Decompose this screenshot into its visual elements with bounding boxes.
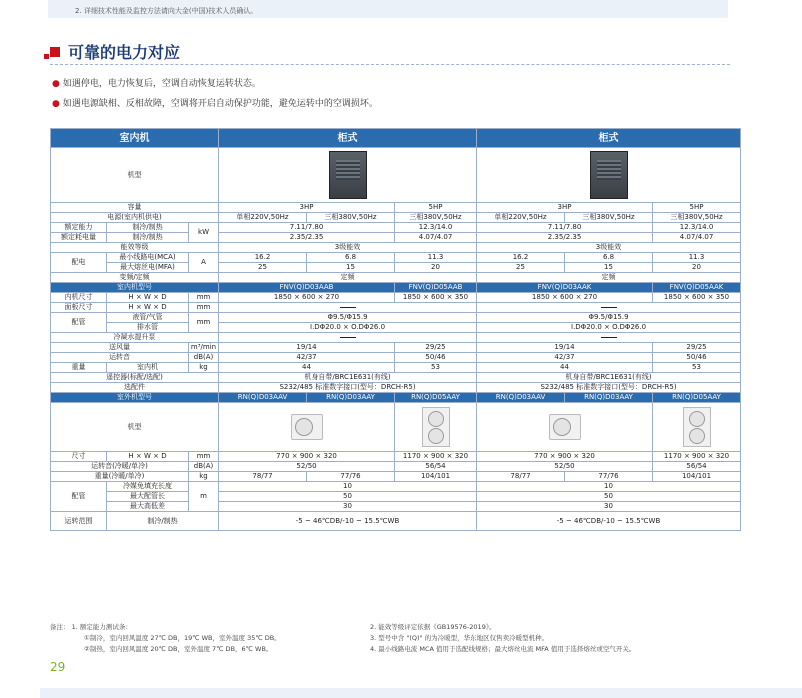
cell: 11.3 [395, 253, 477, 263]
page-number: 29 [50, 660, 66, 674]
cell: 19/14 [219, 343, 395, 353]
cell [477, 303, 741, 313]
cell: 53 [653, 363, 741, 373]
cell: 20 [653, 263, 741, 273]
cell: 送风量 [51, 343, 189, 353]
cell: kW [189, 223, 219, 243]
indoor-model-label: 室内机型号 [51, 283, 219, 293]
cell: 29/25 [395, 343, 477, 353]
cell: 2.35/2.35 [477, 233, 653, 243]
cell: dB(A) [189, 353, 219, 363]
notes-right [370, 622, 635, 655]
cell: 冷凝水提升泵 [51, 333, 219, 343]
cell: 单相220V,50Hz [477, 213, 565, 223]
cell: 1850 × 600 × 270 [219, 293, 395, 303]
cell: 尺寸 [51, 452, 107, 462]
cell: 液管/气管 [107, 313, 189, 323]
cell: 配管 [51, 313, 107, 333]
row-label-model: 机型 [51, 403, 219, 452]
cell: 50/46 [395, 353, 477, 363]
spec-table [50, 128, 741, 531]
cell: 78/77 [477, 472, 565, 482]
cell: 104/101 [395, 472, 477, 482]
cell: S232/485 标准数字接口(型号：DRCH-R5) [477, 383, 741, 393]
cell: 2.35/2.35 [219, 233, 395, 243]
note-line: 2. 能效等级评定依据《GB19576-2019》。 [370, 623, 496, 631]
outdoor-unit-image [653, 403, 741, 452]
notes-left [50, 622, 281, 655]
cell: -5 ~ 46℃DB/-10 ~ 15.5℃WB [219, 512, 477, 531]
cell: 16.2 [477, 253, 565, 263]
bullet-item: ● 如遇电源缺相、反相故障，空调将开启自动保护功能，避免运转中的空调损坏。 [52, 99, 378, 109]
indoor-model: FNV(Q)D03AAB [219, 283, 395, 293]
cell: 19/14 [477, 343, 653, 353]
cell: 运转范围 [51, 512, 107, 531]
cell: m [189, 482, 219, 512]
outdoor-unit-image [477, 403, 653, 452]
cell: 44 [477, 363, 653, 373]
note-line: 3. 型号中含 "(Q)" 的为冷暖型，华东地区仅售卖冷暖型机种。 [370, 634, 549, 642]
cell: 12.3/14.0 [653, 223, 741, 233]
cell: 30 [477, 502, 741, 512]
indoor-unit-image [219, 148, 477, 203]
cell: 配电 [51, 253, 107, 273]
note-line: ①制冷，室内回风温度 27℃ DB，19℃ WB，室外温度 35℃ DB。 [84, 634, 281, 642]
cell: 56/54 [395, 462, 477, 472]
cell: 额定耗电量 [51, 233, 107, 243]
cell: 6.8 [307, 253, 395, 263]
cell: 16.2 [219, 253, 307, 263]
top-note: 2. 详细技术性能及监控方法请向大金(中国)技术人员确认。 [75, 7, 258, 15]
header-indoor: 室内机 [51, 129, 219, 148]
outdoor-model: RN(Q)D05AAY [395, 393, 477, 403]
cell: 运转音(冷暖/单冷) [51, 462, 189, 472]
cell: 室内机 [107, 363, 189, 373]
indoor-model: FNV(Q)D05AAK [653, 283, 741, 293]
indoor-model: FNV(Q)D03AAK [477, 283, 653, 293]
cell: 面板尺寸 [51, 303, 107, 313]
title-divider [50, 64, 730, 65]
cell: kg [189, 472, 219, 482]
cell: m³/min [189, 343, 219, 353]
cell: 770 × 900 × 320 [477, 452, 653, 462]
title-marker-icon [50, 47, 60, 57]
cell: 排水管 [107, 323, 189, 333]
cell [219, 333, 477, 343]
note-line: ②制热，室内回风温度 20℃ DB，室外温度 7℃ DB，6℃ WB。 [84, 645, 273, 653]
cell: 30 [219, 502, 477, 512]
cell: 定频 [219, 273, 477, 283]
cell: mm [189, 452, 219, 462]
cell: 52/50 [219, 462, 395, 472]
cell: A [189, 253, 219, 273]
cell: 15 [565, 263, 653, 273]
cell: 三相380V,50Hz [307, 213, 395, 223]
bullet-item: ● 如遇停电，电力恢复后，空调自动恢复运转状态。 [52, 79, 261, 89]
cell: 三相380V,50Hz [653, 213, 741, 223]
cell: 最大熔丝电(MFA) [107, 263, 189, 273]
cell: 52/50 [477, 462, 653, 472]
cell: 50 [477, 492, 741, 502]
cell: 三相380V,50Hz [395, 213, 477, 223]
cell: 42/37 [477, 353, 653, 363]
cell [219, 303, 477, 313]
cell: 10 [219, 482, 477, 492]
cell: 78/77 [219, 472, 307, 482]
cell: 3级能效 [219, 243, 477, 253]
cell: 25 [477, 263, 565, 273]
cell: 重量(冷暖/单冷) [51, 472, 189, 482]
cell: 1170 × 900 × 320 [653, 452, 741, 462]
cell: 冷媒免填充长度 [107, 482, 189, 492]
indoor-model: FNV(Q)D05AAB [395, 283, 477, 293]
cell: 50/46 [653, 353, 741, 363]
cell: 1170 × 900 × 320 [395, 452, 477, 462]
cell: 29/25 [653, 343, 741, 353]
cell: I.DΦ20.0 × O.DΦ26.0 [219, 323, 477, 333]
cell: 15 [307, 263, 395, 273]
cell: 最小线路电(MCA) [107, 253, 189, 263]
cell: 遥控器(标配/选配) [51, 373, 219, 383]
section-title: 可靠的电力对应 [68, 43, 181, 62]
header-group-2: 柜式 [477, 129, 741, 148]
cell: 77/76 [565, 472, 653, 482]
cell: 制冷/制热 [107, 233, 189, 243]
row-label-power: 电源(室内机供电) [51, 213, 219, 223]
cell: 单相220V,50Hz [219, 213, 307, 223]
cell: 11.3 [653, 253, 741, 263]
cell: 7.11/7.80 [219, 223, 395, 233]
cell: 定频 [477, 273, 741, 283]
cell: 额定能力 [51, 223, 107, 233]
outdoor-model: RN(Q)D05AAY [653, 393, 741, 403]
cell: 制冷/制热 [107, 223, 189, 233]
cell: mm [189, 293, 219, 303]
cell: 25 [219, 263, 307, 273]
cell: 104/101 [653, 472, 741, 482]
cell: mm [189, 313, 219, 333]
cell: 53 [395, 363, 477, 373]
cell: 5HP [653, 203, 741, 213]
cell: S232/485 标准数字接口(型号：DRCH-R5) [219, 383, 477, 393]
note-line: 4. 最小线路电流 MCA 值用于选配线规格；最大熔丝电流 MFA 值用于选择熔丝或空气开关。 [370, 645, 636, 653]
cell: kg [189, 363, 219, 373]
cell: H × W × D [107, 303, 189, 313]
cell: 12.3/14.0 [395, 223, 477, 233]
cell: Φ9.5/Φ15.9 [477, 313, 741, 323]
indoor-unit-image [477, 148, 741, 203]
outdoor-model: RN(Q)D03AAV [219, 393, 307, 403]
cell: 5HP [395, 203, 477, 213]
cell: 制冷/制热 [107, 512, 219, 531]
cell: 运转音 [51, 353, 189, 363]
cell: 能效等级 [51, 243, 219, 253]
outdoor-model: RN(Q)D03AAY [307, 393, 395, 403]
cell: 3级能效 [477, 243, 741, 253]
cell: 50 [219, 492, 477, 502]
cell: Φ9.5/Φ15.9 [219, 313, 477, 323]
cell: 配管 [51, 482, 107, 512]
cell: 42/37 [219, 353, 395, 363]
cell: 1850 × 600 × 350 [395, 293, 477, 303]
cell: 内机尺寸 [51, 293, 107, 303]
section-header [50, 40, 180, 63]
cell: 770 × 900 × 320 [219, 452, 395, 462]
cell: 77/76 [307, 472, 395, 482]
row-label-model: 机型 [51, 148, 219, 203]
cell: 最大高低差 [107, 502, 189, 512]
cell: -5 ~ 46℃DB/-10 ~ 15.5℃WB [477, 512, 741, 531]
cell: 3HP [477, 203, 653, 213]
cell: 10 [477, 482, 741, 492]
cell: 最大配管长 [107, 492, 189, 502]
outdoor-unit-image [219, 403, 395, 452]
header-group-1: 柜式 [219, 129, 477, 148]
cell [477, 333, 741, 343]
cell: I.DΦ20.0 × O.DΦ26.0 [477, 323, 741, 333]
cell: 6.8 [565, 253, 653, 263]
cell: H × W × D [107, 293, 189, 303]
cell: dB(A) [189, 462, 219, 472]
cell: 4.07/4.07 [395, 233, 477, 243]
cell: 1850 × 600 × 350 [653, 293, 741, 303]
cell: 机身自带/BRC1E631(有线) [477, 373, 741, 383]
note-line: 备注： 1. 额定能力测试条： [50, 623, 132, 631]
cell: 3HP [219, 203, 395, 213]
cell: 4.07/4.07 [653, 233, 741, 243]
bottom-banner [40, 688, 802, 698]
outdoor-model: RN(Q)D03AAY [565, 393, 653, 403]
cell: 1850 × 600 × 270 [477, 293, 653, 303]
cell: mm [189, 303, 219, 313]
cell: H × W × D [107, 452, 189, 462]
cell: 重量 [51, 363, 107, 373]
cell: 变频/定频 [51, 273, 219, 283]
cell: 机身自带/BRC1E631(有线) [219, 373, 477, 383]
row-label-capacity: 容量 [51, 203, 219, 213]
cell: 选配件 [51, 383, 219, 393]
cell: 56/54 [653, 462, 741, 472]
outdoor-model-label: 室外机型号 [51, 393, 219, 403]
cell: 三相380V,50Hz [565, 213, 653, 223]
outdoor-unit-image [395, 403, 477, 452]
outdoor-model: RN(Q)D03AAV [477, 393, 565, 403]
cell: 20 [395, 263, 477, 273]
cell: 7.11/7.80 [477, 223, 653, 233]
cell: 44 [219, 363, 395, 373]
